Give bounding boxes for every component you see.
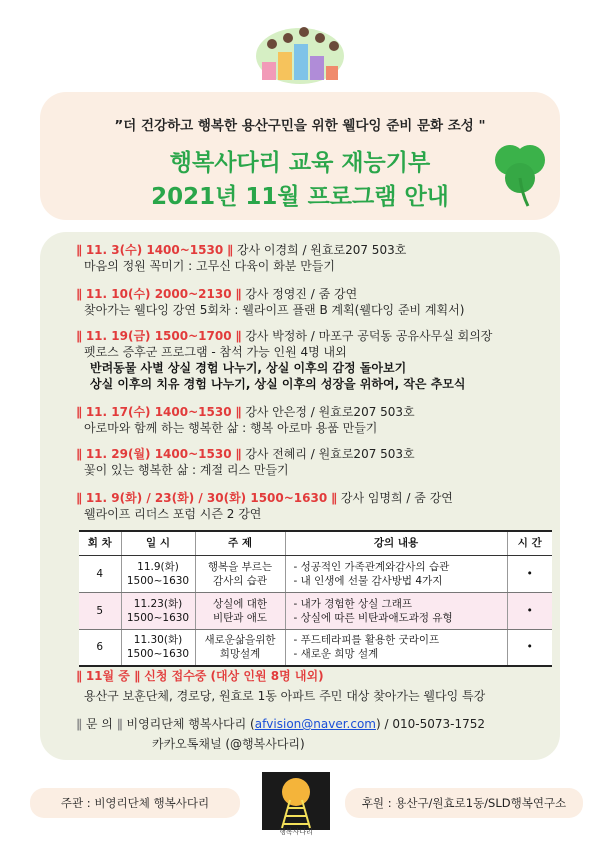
apply-desc: 용산구 보훈단체, 경로당, 원효로 1동 아파트 주민 대상 찾아가는 웰다잉 특강: [84, 689, 486, 703]
topic-line: 행복을 부르는: [207, 560, 273, 573]
page-title: 행복사다리 교육 재능기부: [169, 150, 431, 176]
program-item: [76, 404, 415, 436]
column-header: 강의 내용: [285, 531, 507, 555]
program-desc: 마음의 정원 꼭미기 : 고무신 다육이 화분 만들기: [84, 259, 335, 273]
session-time: 1500~1630: [126, 574, 190, 587]
topic-line: 새로운삶을위한: [204, 634, 276, 647]
table-row: [79, 629, 552, 666]
program-info: 강사 안은정 / 원효로207 503호: [241, 405, 415, 419]
session-duration: •: [507, 555, 552, 592]
program-item: [76, 446, 415, 478]
host-label: 주관 : 비영리단체 행복사다리: [30, 788, 240, 818]
topic-line: 감사의 습관: [212, 574, 268, 587]
program-info: 강사 정영진 / 줌 강연: [241, 287, 358, 301]
session-day: 11.9(화): [137, 560, 179, 573]
kakao-channel: 카카오톡채널 (@행복사다리): [152, 737, 305, 751]
content-line: - 푸드테라피를 활용한 굿라이프: [293, 634, 440, 647]
header-panel: [40, 92, 560, 220]
content-line: - 내가 경험한 상실 그래프: [293, 597, 413, 610]
page-subtitle: 2021년 11월 프로그램 안내: [151, 184, 449, 210]
program-date: 11. 9(화) / 23(화) / 30(화) 1500~1630: [85, 491, 328, 505]
session-time: 1500~1630: [126, 611, 190, 624]
bar-icon: ∥: [235, 329, 242, 343]
contact-phone: ) / 010-5073-1752: [375, 717, 485, 731]
column-header: 회 차: [79, 531, 121, 555]
topic-line: 비탄과 애도: [212, 611, 268, 624]
column-header: 시 간: [507, 531, 552, 555]
bar-icon: ∥: [116, 717, 123, 731]
logo-text: 행복사다리: [279, 828, 313, 836]
program-item: [76, 490, 453, 522]
bar-icon: ∥: [76, 717, 82, 731]
bar-icon: ∥: [331, 491, 338, 505]
program-date: 11. 10(수) 2000~2130: [85, 287, 232, 301]
session-content: [285, 592, 507, 629]
session-date: [121, 555, 195, 592]
program-date: 11. 19(금) 1500~1700: [85, 329, 232, 343]
content-line: - 상실에 따른 비탄과애도과정 유형: [293, 611, 453, 624]
session-topic: [195, 592, 285, 629]
contact-section: [76, 716, 485, 752]
bar-icon: ∥: [235, 405, 242, 419]
bar-icon: ∥: [76, 447, 82, 461]
column-header: 주 제: [195, 531, 285, 555]
program-desc: 펫로스 증후군 프로그램 - 참석 가능 인원 4명 내외: [84, 345, 347, 359]
session-number: 5: [79, 592, 121, 629]
column-header: 일 시: [121, 531, 195, 555]
session-number: 4: [79, 555, 121, 592]
contact-label: 문 의: [85, 717, 113, 731]
program-item: [76, 286, 464, 318]
session-content: [285, 555, 507, 592]
session-time: 1500~1630: [126, 648, 190, 661]
program-info: 강사 이경희 / 원효로207 503호: [233, 243, 407, 257]
content-line: - 내 인생에 선물 감사방법 4가지: [293, 574, 443, 587]
slogan: ”더 건강하고 행복한 용산구민을 위한 웰다잉 준비 문화 조성 ": [114, 118, 486, 134]
table-row: [79, 555, 552, 592]
session-duration: •: [507, 592, 552, 629]
session-duration: •: [507, 629, 552, 666]
table-header-row: [79, 531, 552, 555]
program-item: [76, 328, 492, 392]
program-bold-line: 상실 이후의 치유 경험 나누기, 상실 이후의 성장을 위하여, 작은 추모식: [90, 377, 466, 391]
table-row: [79, 592, 552, 629]
sponsor-label: 후원 : 용산구/원효로1동/SLD행복연구소: [345, 788, 583, 818]
apply-notice: 11월 중 ∥ 신청 접수중 (대상 인원 8명 내외): [85, 669, 324, 683]
bar-icon: ∥: [227, 243, 234, 257]
apply-section: [76, 668, 485, 704]
contact-org: 비영리단체 행복사다리 (: [126, 717, 255, 731]
bar-icon: ∥: [235, 287, 242, 301]
program-desc: 찾아가는 웰다잉 강연 5회차 : 웰라이프 플랜 B 계획(웰다잉 준비 계획서): [84, 303, 465, 317]
session-topic: [195, 555, 285, 592]
session-day: 11.30(화): [133, 634, 183, 647]
bar-icon: ∥: [76, 669, 82, 683]
program-info: 강사 박정하 / 마포구 공덕동 공유사무실 회의장: [241, 329, 493, 343]
session-date: [121, 592, 195, 629]
topic-line: 상실에 대한: [212, 597, 268, 610]
bar-icon: ∥: [235, 447, 242, 461]
program-info: 강사 임명희 / 줌 강연: [337, 491, 453, 505]
session-content: [285, 629, 507, 666]
program-bold-line: 반려동물 사별 상실 경험 나누기, 상실 이후의 감정 돌아보기: [90, 361, 407, 375]
session-topic: [195, 629, 285, 666]
program-date: 11. 29(월) 1400~1530: [85, 447, 232, 461]
email-link[interactable]: afvision@naver.com: [254, 717, 376, 731]
bar-icon: ∥: [76, 329, 82, 343]
program-desc: 꽃이 있는 행복한 삶 : 계절 리스 만들기: [84, 463, 289, 477]
content-line: - 성공적인 가족관계와감사의 습관: [293, 560, 450, 573]
people-exercise-illustration: [252, 22, 348, 88]
clover-icon: [488, 138, 552, 208]
session-number: 6: [79, 629, 121, 666]
bar-icon: ∥: [76, 491, 82, 505]
schedule-table: [79, 530, 552, 667]
content-line: - 새로운 희망 설계: [293, 648, 379, 661]
program-date: 11. 3(수) 1400~1530: [85, 243, 224, 257]
bar-icon: ∥: [76, 243, 82, 257]
program-date: 11. 17(수) 1400~1530: [85, 405, 232, 419]
program-info: 강사 전혜리 / 원효로207 503호: [241, 447, 415, 461]
session-day: 11.23(화): [133, 597, 183, 610]
program-item: [76, 242, 406, 274]
bar-icon: ∥: [76, 287, 82, 301]
program-desc: 아로마와 함께 하는 행복한 삶 : 행복 아로마 용품 만들기: [84, 421, 378, 435]
topic-line: 희망설계: [219, 648, 261, 661]
session-date: [121, 629, 195, 666]
program-desc: 웰라이프 리더스 포럼 시즌 2 강연: [84, 507, 262, 521]
bar-icon: ∥: [76, 405, 82, 419]
